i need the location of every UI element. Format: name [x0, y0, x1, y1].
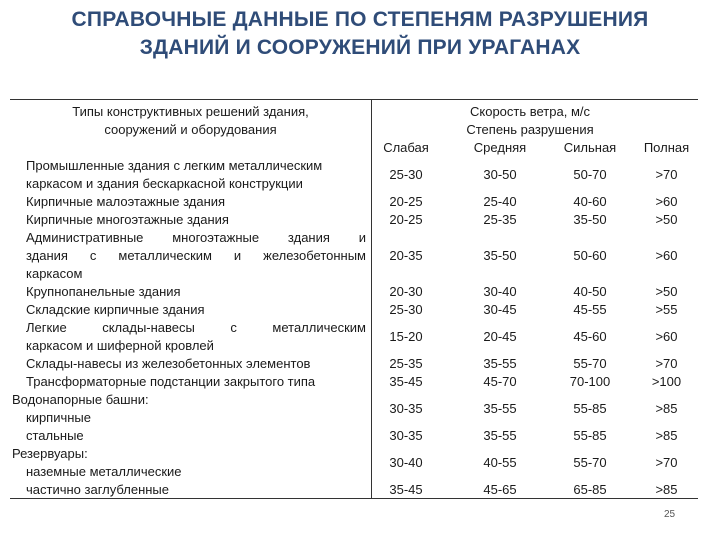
header-full: Полная — [643, 140, 690, 155]
row-10-text: кирпичные — [26, 410, 92, 425]
header-damage-degree: Степень разрушения — [466, 122, 594, 137]
row-7-medium: 20-45 — [483, 329, 517, 344]
row-5-text: Крупнопанельные здания — [26, 284, 181, 299]
row-10-group-label: Водонапорные башни: — [12, 392, 149, 407]
row-2-text: Кирпичные малоэтажные здания — [26, 194, 226, 209]
row-12-medium: 40-55 — [483, 455, 517, 470]
row-9-weak: 35-45 — [389, 374, 423, 389]
row-10-weak: 30-35 — [389, 401, 423, 416]
row-9-medium: 45-70 — [483, 374, 517, 389]
row-6-full: >55 — [655, 302, 678, 317]
row-2-strong: 40-60 — [573, 194, 607, 209]
row-12-group-label: Резервуары: — [12, 446, 88, 461]
row-5-strong: 40-50 — [573, 284, 607, 299]
row-10-full: >85 — [655, 401, 678, 416]
row-7-text-line-1: Легкие склады-навесы с металлическим — [26, 320, 366, 335]
row-13-strong: 65-85 — [573, 482, 607, 497]
header-wind-speed: Скорость ветра, м/с — [470, 104, 590, 119]
row-5-full: >50 — [655, 284, 678, 299]
page-number: 25 — [664, 509, 676, 520]
row-6-text: Складские кирпичные здания — [26, 302, 205, 317]
row-8-weak: 25-35 — [389, 356, 423, 371]
title-line-1: СПРАВОЧНЫЕ ДАННЫЕ ПО СТЕПЕНЯМ РАЗРУШЕНИЯ — [71, 8, 649, 31]
row-12-full: >70 — [655, 455, 678, 470]
row-1-strong: 50-70 — [573, 167, 607, 182]
row-4-weak: 20-35 — [389, 248, 423, 263]
row-9-full: >100 — [651, 374, 682, 389]
row-7-strong: 45-60 — [573, 329, 607, 344]
row-8-medium: 35-55 — [483, 356, 517, 371]
row-2-medium: 25-40 — [483, 194, 517, 209]
row-6-weak: 25-30 — [389, 302, 423, 317]
row-1-full: >70 — [655, 167, 678, 182]
row-11-full: >85 — [655, 428, 678, 443]
title-line-2: ЗДАНИЙ И СООРУЖЕНИЙ ПРИ УРАГАНАХ — [139, 36, 581, 59]
row-4-strong: 50-60 — [573, 248, 607, 263]
row-3-text: Кирпичные многоэтажные здания — [26, 212, 229, 227]
row-2-full: >60 — [655, 194, 678, 209]
row-5-weak: 20-30 — [389, 284, 423, 299]
row-9-text: Трансформаторные подстанции закрытого типа — [26, 374, 316, 389]
row-6-medium: 30-45 — [483, 302, 517, 317]
row-11-strong: 55-85 — [573, 428, 607, 443]
row-1-medium: 30-50 — [483, 167, 517, 182]
row-11-weak: 30-35 — [389, 428, 423, 443]
header-medium: Средняя — [473, 140, 527, 155]
row-12-text: наземные металлические — [26, 464, 182, 479]
row-9-strong: 70-100 — [569, 374, 611, 389]
row-1-text-line-2: каркасом и здания бескаркасной конструкции — [26, 176, 303, 191]
row-7-text-line-2: каркасом и шиферной кровлей — [26, 338, 214, 353]
row-13-medium: 45-65 — [483, 482, 517, 497]
row-13-weak: 35-45 — [389, 482, 423, 497]
row-11-text: стальные — [26, 428, 84, 443]
row-7-weak: 15-20 — [389, 329, 423, 344]
row-5-medium: 30-40 — [483, 284, 517, 299]
row-2-weak: 20-25 — [389, 194, 423, 209]
header-types-line-2: сооружений и оборудования — [104, 122, 277, 137]
header-weak: Слабая — [383, 140, 429, 155]
row-8-text: Склады-навесы из железобетонных элементов — [26, 356, 311, 371]
row-1-text-line-1: Промышленные здания с легким металлическим — [26, 158, 323, 173]
row-3-medium: 25-35 — [483, 212, 517, 227]
row-12-strong: 55-70 — [573, 455, 607, 470]
row-4-text-line-1: Административные многоэтажные здания и — [26, 230, 366, 245]
row-3-full: >50 — [655, 212, 678, 227]
row-4-medium: 35-50 — [483, 248, 517, 263]
row-7-full: >60 — [655, 329, 678, 344]
row-11-medium: 35-55 — [483, 428, 517, 443]
row-8-full: >70 — [655, 356, 678, 371]
row-3-weak: 20-25 — [389, 212, 423, 227]
row-4-full: >60 — [655, 248, 678, 263]
row-12-weak: 30-40 — [389, 455, 423, 470]
damage-table — [10, 99, 698, 499]
row-1-weak: 25-30 — [389, 167, 423, 182]
row-4-text-line-2: здания с металлическим и железобетонным — [26, 248, 366, 263]
row-10-strong: 55-85 — [573, 401, 607, 416]
row-3-strong: 35-50 — [573, 212, 607, 227]
row-10-medium: 35-55 — [483, 401, 517, 416]
row-13-text: частично заглубленные — [26, 482, 169, 497]
header-types-line-1: Типы конструктивных решений здания, — [72, 104, 309, 119]
slide-title — [0, 6, 720, 62]
row-6-strong: 45-55 — [573, 302, 607, 317]
row-4-text-line-3: каркасом — [26, 266, 83, 281]
row-13-full: >85 — [655, 482, 678, 497]
header-strong: Сильная — [563, 140, 617, 155]
row-8-strong: 55-70 — [573, 356, 607, 371]
